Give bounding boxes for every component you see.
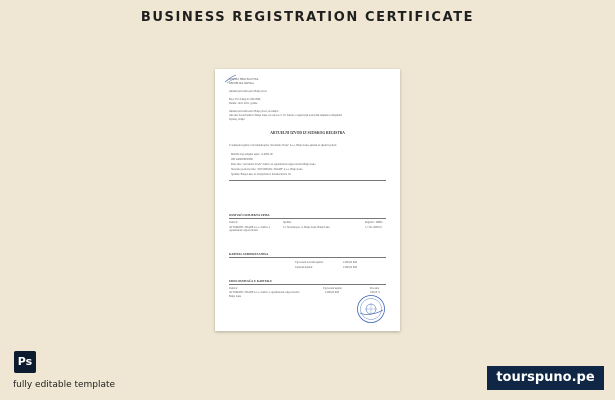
extract-subtitle: U sudskom registru vodi subjekt upisa "Avtomatic-Trade" d.o.o. Banja Luka, upisani su sljedeći podaci: xyxy=(229,144,337,147)
field-full-name: Puno ime: "Avtomatic-Trade" društvo sa ograničenom odgovornošću Banja Luka xyxy=(231,163,316,166)
intro-line-1: Okružni privredni sud u Banjoj Luci, na zahtjev xyxy=(229,110,279,113)
shares-row-name: AVTOMATIC-TRADE d.o.o. društvo s ograničenom odgovornošću xyxy=(229,291,300,294)
field-registration-number: Matični broj subjekta upisa: 11-9052-00 xyxy=(231,153,273,156)
shares-col-capital: Ugovoreni kapital xyxy=(323,287,342,290)
capital-row1-label: Ugovoreni novčani kapital: xyxy=(295,261,324,264)
founders-title: OSNIVAČI SUBJEKTA UPISA xyxy=(229,213,270,217)
divider xyxy=(229,284,386,285)
shares-row-city: Banja Luka xyxy=(229,295,242,298)
capital-row2-label: Uplaćeni kapital: xyxy=(295,266,313,269)
shares-row-capital: 2.000,00 KM xyxy=(325,291,339,294)
header-line-1: BOSNA I HERCEGOVINA xyxy=(229,78,259,81)
field-short-name: Skraćeno poslovno ime: "AVTOMATIC-TRADE" d.o.o. Banja Luka xyxy=(231,168,303,171)
founders-row-name: AVTOMATIC-TRADE d.o.o. društvo s ograničenom odgovornošću xyxy=(229,226,270,233)
capital-row2-value: 2.000,00 KM xyxy=(343,266,357,269)
founders-row-address: J.J. Strossmayer 11, Banja Luka, Banja Luka xyxy=(283,226,330,229)
founders-col-address: Sjedište xyxy=(283,221,292,224)
divider xyxy=(229,180,386,181)
photoshop-logo: Ps xyxy=(14,351,36,373)
intro-line-2: Advokat Zoran Petkić iz Banje Luke, na osnovu čl. 19. Zakona o registraciji poslovnih subjekata u Republici xyxy=(229,114,343,117)
shares-col-share: Procenat xyxy=(370,287,380,290)
shares-col-name: Osnivač xyxy=(229,287,238,290)
field-seat: Sjedište: Banja Luka, ul. Kralja Petra I Karađorđevića 111 xyxy=(231,173,292,176)
shares-row-share: 100,00 % xyxy=(370,291,380,294)
capital-title: KAPITAL SUBJEKTA UPISA xyxy=(229,252,269,256)
founders-col-id: Registar / JMBG xyxy=(365,221,383,224)
template-caption: fully editable template xyxy=(13,380,116,390)
brand-badge: tourspuno.pe xyxy=(487,366,604,390)
court-stamp-icon xyxy=(356,294,386,324)
shares-title: UDIO OSNIVAČA U KAPITALU xyxy=(229,279,273,283)
capital-row1-value: 2.000,00 KM xyxy=(343,261,357,264)
page-title: BUSINESS REGISTRATION CERTIFICATE xyxy=(140,10,475,25)
divider xyxy=(229,218,386,219)
founders-row-id: 1-7121-2008-01 xyxy=(365,226,382,229)
court-name: Okružni privredni sud u Banjoj Luci xyxy=(229,90,267,93)
case-number: Broj: 057-0-Reg-21-000-0066 xyxy=(229,98,261,101)
field-jib: JIB: 4404856950006 xyxy=(231,158,253,161)
header-line-2: REPUBLIKA SRPSKA xyxy=(229,82,254,85)
certificate-document xyxy=(215,69,400,331)
issue-date: Datum: 14.01.2021. godine xyxy=(229,102,258,105)
intro-line-3: Srpskoj, izdaje: xyxy=(229,118,246,121)
extract-title: AKTUELNI IZVOD IZ SUDSKOG REGISTRA xyxy=(270,131,345,135)
divider xyxy=(229,257,386,258)
founders-col-name: Osnivač xyxy=(229,221,238,224)
